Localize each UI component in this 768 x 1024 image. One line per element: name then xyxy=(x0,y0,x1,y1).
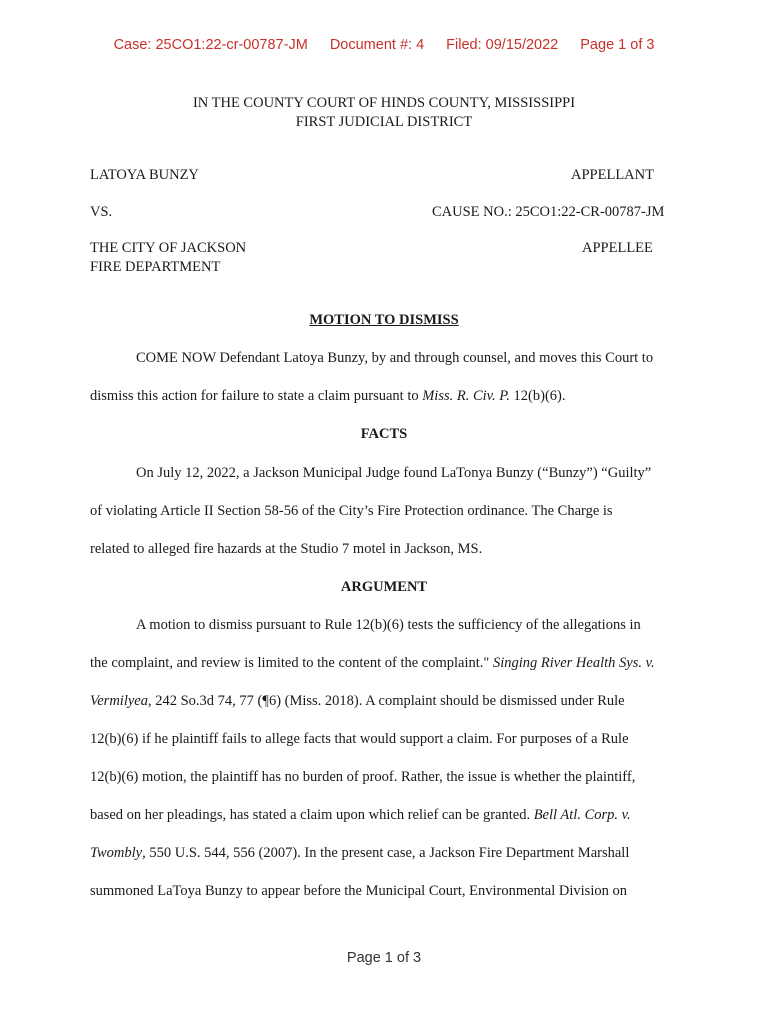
facts-line-1: On July 12, 2022, a Jackson Municipal Judge found LaTonya Bunzy (“Bunzy”) “Guilty” xyxy=(136,465,652,481)
stamp-filed-date: Filed: 09/15/2022 xyxy=(446,37,559,53)
facts-line-2: of violating Article II Section 58-56 of the City’s Fire Protection ordinance. The Charge is xyxy=(90,503,613,519)
argument-line-7-text: , 550 U.S. 544, 556 (2007). In the present case, a Jackson Fire Department Marshall xyxy=(142,845,630,861)
argument-line-5: 12(b)(6) motion, the plaintiff has no burden of proof. Rather, the issue is whether the plaintiff, xyxy=(90,769,636,785)
argument-line-6-text: based on her pleadings, has stated a claim upon which relief can be granted. xyxy=(90,807,534,823)
versus-label: VS. xyxy=(90,204,113,220)
court-name: IN THE COUNTY COURT OF HINDS COUNTY, MISSISSIPPI xyxy=(192,95,576,111)
court-district: FIRST JUDICIAL DISTRICT xyxy=(295,114,473,130)
argument-line-3 xyxy=(90,692,625,710)
appellee-role: APPELLEE xyxy=(582,240,653,256)
intro-line-1: COME NOW Defendant Latoya Bunzy, by and through counsel, and moves this Court to xyxy=(136,350,654,366)
appellee-name-line-1: THE CITY OF JACKSON xyxy=(90,240,247,256)
stamp-page-number: Page 1 of 3 xyxy=(580,37,655,53)
document-title xyxy=(0,311,768,329)
appellee-name-line-2: FIRE DEPARTMENT xyxy=(90,259,221,275)
argument-citation-vermilyea: Vermilyea xyxy=(90,693,148,709)
argument-line-7 xyxy=(90,844,629,862)
argument-line-1: A motion to dismiss pursuant to Rule 12(b)(6) tests the sufficiency of the allegations in xyxy=(136,617,641,633)
page-footer: Page 1 of 3 xyxy=(346,950,422,966)
argument-line-6 xyxy=(90,806,631,824)
argument-citation-twombly: Twombly xyxy=(90,845,143,861)
argument-line-2 xyxy=(90,654,655,672)
intro-citation: Miss. R. Civ. P. xyxy=(422,388,510,404)
intro-line-2-end: 12(b)(6). xyxy=(509,388,566,404)
appellant-name: LATOYA BUNZY xyxy=(90,167,199,183)
facts-line-3: related to alleged fire hazards at the Studio 7 motel in Jackson, MS. xyxy=(90,541,483,557)
argument-citation-bell: Bell Atl. Corp. v. xyxy=(533,807,631,823)
stamp-case-number: Case: 25CO1:22-cr-00787-JM xyxy=(113,37,308,53)
filing-stamp xyxy=(0,37,768,53)
argument-line-3-text: , 242 So.3d 74, 77 (¶6) (Miss. 2018). A complaint should be dismissed under Rule xyxy=(147,693,625,709)
intro-line-2-text: dismiss this action for failure to state a claim pursuant to xyxy=(90,388,423,404)
stamp-document-number: Document #: 4 xyxy=(329,37,425,53)
argument-citation-singing-river: Singing River Health Sys. v. xyxy=(492,655,655,671)
argument-heading: ARGUMENT xyxy=(340,579,428,595)
document-title-text: MOTION TO DISMISS xyxy=(309,312,459,328)
argument-line-2-text: the complaint, and review is limited to the content of the complaint." xyxy=(90,655,493,671)
intro-line-2 xyxy=(90,387,565,405)
cause-number: CAUSE NO.: 25CO1:22-CR-00787-JM xyxy=(432,204,665,220)
argument-line-4: 12(b)(6) if he plaintiff fails to allege facts that would support a claim. For purposes of a Rule xyxy=(90,731,629,747)
argument-line-8: summoned LaToya Bunzy to appear before the Municipal Court, Environmental Division on xyxy=(90,883,627,899)
facts-heading: FACTS xyxy=(360,426,408,442)
appellant-role: APPELLANT xyxy=(571,167,654,183)
